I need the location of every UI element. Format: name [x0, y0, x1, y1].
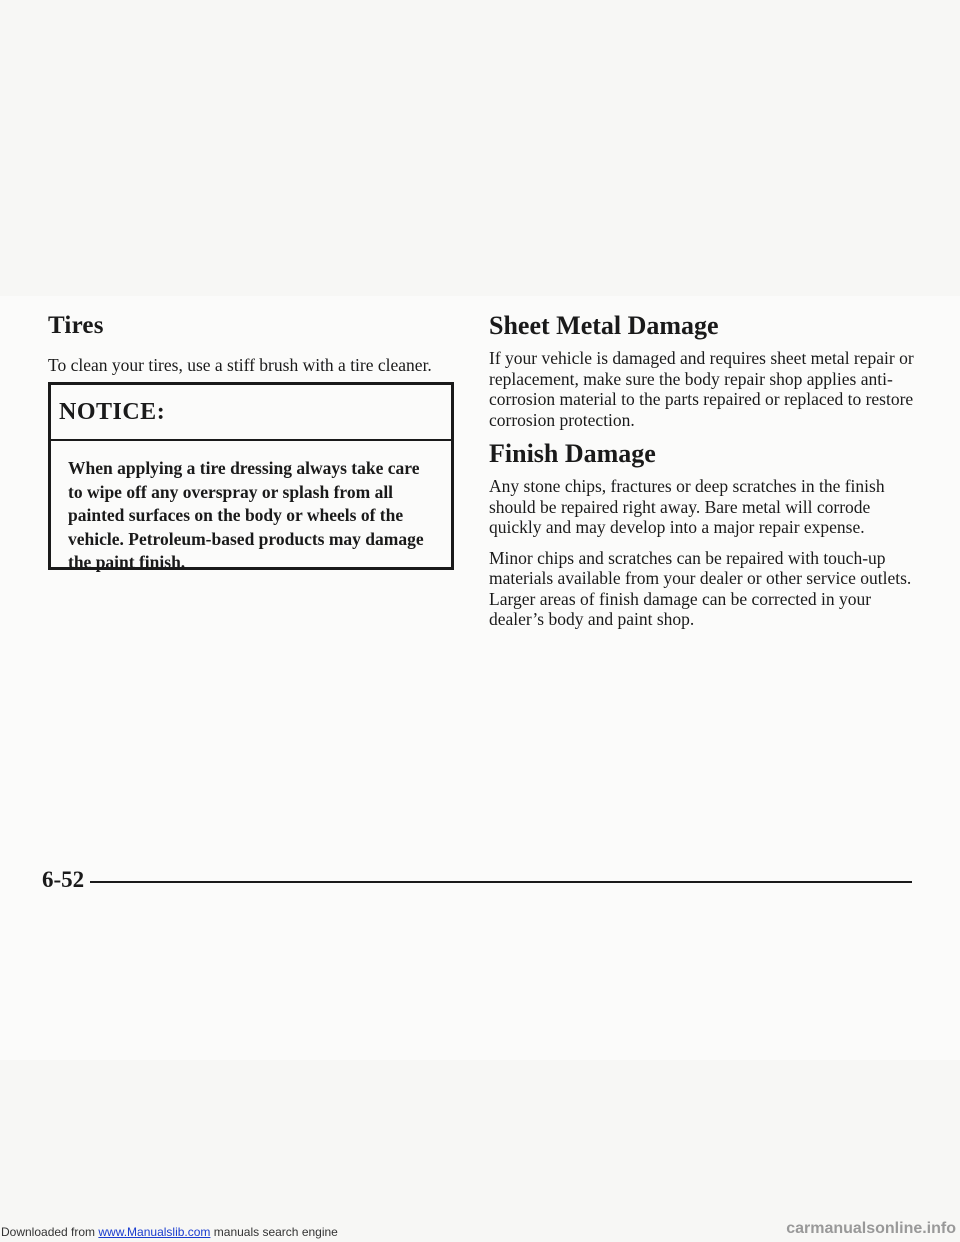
page-footer	[42, 865, 912, 895]
finish-damage-paragraph-1: Any stone chips, fractures or deep scratches in the finish should be repaired right away. Bare metal will corrode quickly and may develop into a major repair expense.	[489, 476, 885, 537]
manualslib-link[interactable]: www.Manualslib.com	[98, 1225, 211, 1239]
notice-body: When applying a tire dressing always take care to wipe off any overspray or splash from all painted surfaces on the body or wheels of the vehicle. Petroleum-based products may damage the paint finish.	[68, 458, 424, 572]
notice-box	[48, 382, 454, 570]
heading-finish-damage: Finish Damage	[489, 439, 656, 468]
sheet-metal-paragraph: If your vehicle is damaged and requires sheet metal repair or replacement, make sure the body repair shop applies anti-corrosion material to the parts repaired or replaced to restore corrosion protection.	[489, 348, 914, 430]
heading-tires: Tires	[48, 312, 104, 339]
download-prefix: Downloaded from	[1, 1225, 99, 1239]
finish-damage-paragraph-2: Minor chips and scratches can be repaired with touch-up materials available from your dealer or other service outlets. Larger areas of finish damage can be corrected in your dealer’s body and paint shop.	[489, 547, 912, 629]
download-suffix: manuals search engine	[210, 1225, 338, 1239]
page-number: 6-52	[42, 867, 85, 892]
right-column	[489, 312, 919, 630]
watermark: carmanualsonline.info	[786, 1220, 956, 1237]
download-credit	[1, 1225, 338, 1239]
left-column	[48, 312, 458, 376]
footer-rule	[90, 881, 912, 883]
download-bar	[0, 1222, 960, 1242]
notice-title: NOTICE:	[51, 385, 451, 441]
heading-sheet-metal-damage: Sheet Metal Damage	[489, 311, 719, 340]
tires-intro: To clean your tires, use a stiff brush with a tire cleaner.	[48, 355, 432, 375]
